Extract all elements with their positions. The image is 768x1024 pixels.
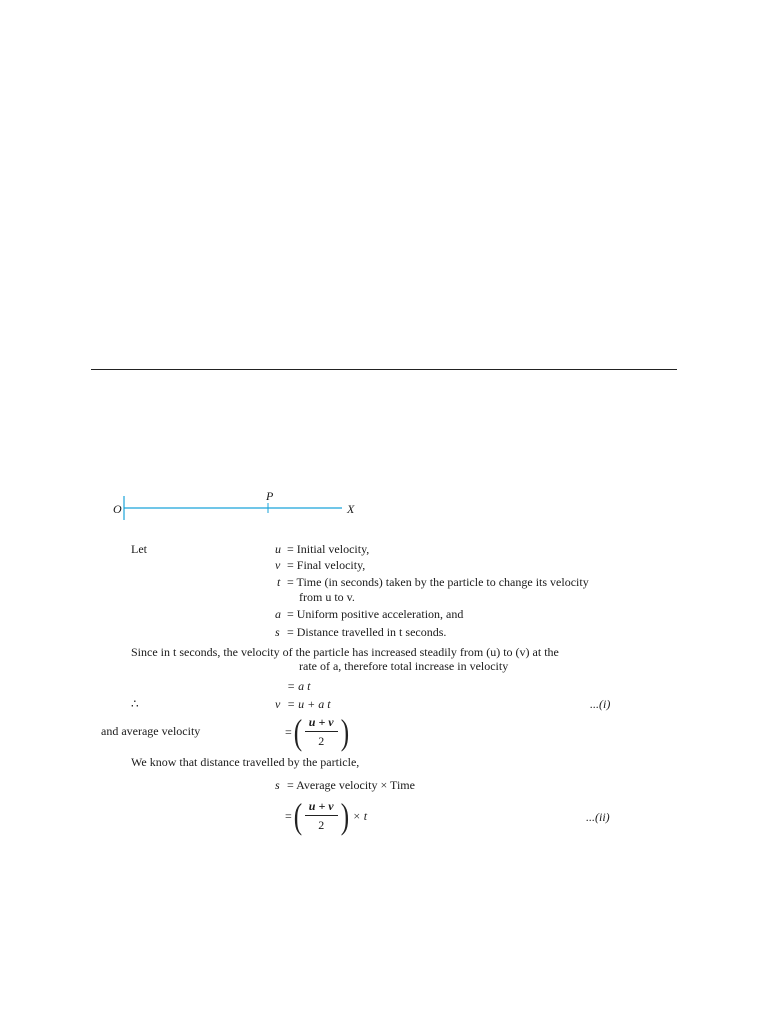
know-text: We know that distance travelled by the particle, [131, 755, 360, 769]
def-sym-s: s [275, 625, 280, 639]
def-sym-v: v [275, 558, 281, 572]
eq2-fraction: = ( $\frac{u + v}{2}$ ) × t [285, 796, 368, 836]
avg-numerator: u + v [305, 715, 338, 732]
eq2-numerator: u + v [305, 799, 338, 816]
def-text-v: = Final velocity, [287, 558, 366, 572]
eq-at: = a t [287, 679, 311, 693]
def-sym-a: a [275, 607, 281, 621]
eq2-lhs: s [275, 778, 280, 792]
def-text-s: = Distance travelled in t seconds. [287, 625, 447, 639]
eq2-rhs: = Average velocity × Time [287, 778, 415, 792]
def-text-a: = Uniform positive acceleration, and [287, 607, 464, 621]
def-text-t-cont: from u to v. [299, 590, 355, 604]
label-p: P [266, 489, 274, 503]
eq2-denominator: 2 [318, 818, 325, 832]
horizontal-rule [91, 369, 677, 370]
avg-velocity-label: and average velocity [101, 724, 201, 738]
def-text-t: = Time (in seconds) taken by the particle to change its velocity [287, 575, 589, 589]
avg-denominator: 2 [318, 734, 325, 748]
therefore-symbol: ∴ [131, 697, 139, 711]
def-sym-t: t [277, 575, 281, 589]
since-line-1: Since in t seconds, the velocity of the particle has increased steadily from (u) to (v) at the [131, 645, 559, 659]
eq1-lhs: v [275, 697, 281, 711]
motion-line-diagram [110, 486, 370, 526]
since-line-2: rate of a, therefore total increase in velocity [299, 659, 509, 673]
eq1-tag: ...(i) [590, 697, 611, 711]
avg-eq-sign: = [285, 725, 292, 739]
eq1-rhs: = u + a t [287, 697, 331, 711]
label-x: X [347, 502, 355, 516]
eq2-times-t: × t [352, 809, 368, 823]
eq2-tag: ...(ii) [586, 810, 610, 824]
label-o: O [113, 502, 122, 516]
eq2-eq-sign: = [285, 809, 292, 823]
avg-velocity-fraction: = ( $\frac{u + v}{2}$ ) [285, 712, 349, 752]
def-sym-u: u [275, 542, 281, 556]
def-text-u: = Initial velocity, [287, 542, 370, 556]
let-label: Let [131, 542, 147, 556]
